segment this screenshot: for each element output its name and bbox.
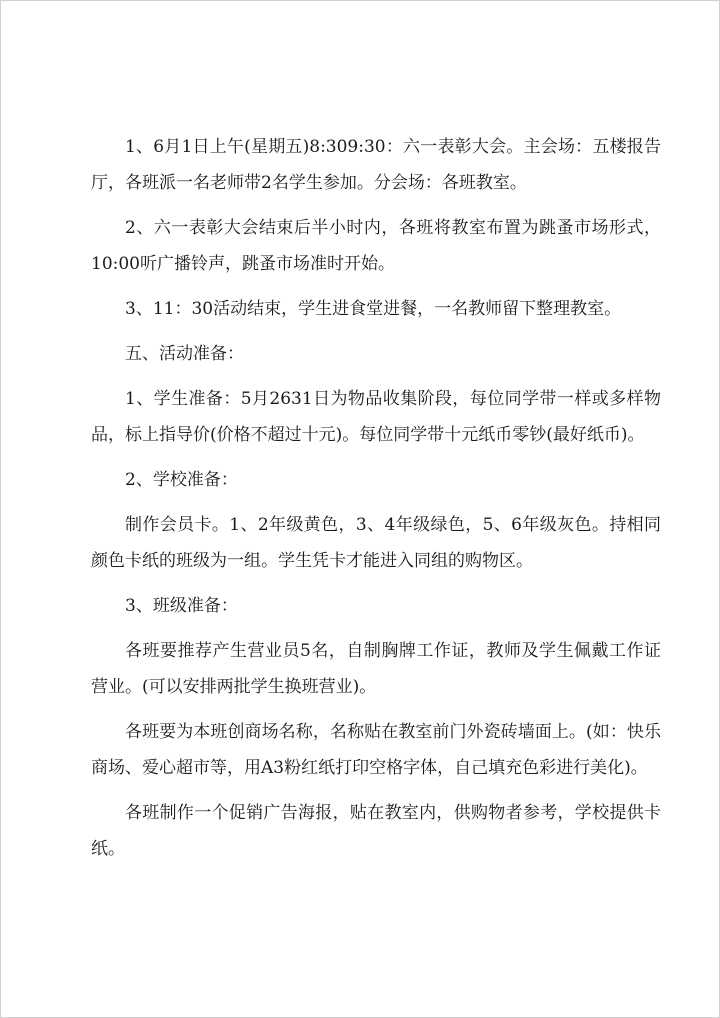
paragraph-student-prep: 1、学生准备：5月2631日为物品收集阶段，每位同学带一样或多样物品，标上指导价(价格不超过十元)。每位同学带十元纸币零钞(最好纸币)。 [91,389,661,445]
paragraph-schedule-3: 3、11：30活动结束，学生进食堂进餐，一名教师留下整理教室。 [125,299,622,319]
paragraph-membership-cards: 制作会员卡。1、2年级黄色，3、4年级绿色，5、6年级灰色。持相同颜色卡纸的班级为一组。学生凭卡才能进入同组的购物区。 [91,515,661,571]
paragraph-schedule-1: 1、6月1日上午(星期五)8:309:30：六一表彰大会。主会场：五楼报告厅，各班派一名老师带2名学生参加。分会场：各班教室。 [91,137,661,193]
subheading-class-prep: 3、班级准备： [125,596,238,616]
paragraph-schedule-2: 2、六一表彰大会结束后半小时内，各班将教室布置为跳蚤市场形式，10:00听广播铃声，跳蚤市场准时开始。 [91,218,661,274]
paragraph-store-name: 各班要为本班创商场名称，名称贴在教室前门外瓷砖墙面上。(如：快乐商场、爱心超市等，用A3粉红纸打印空格字体，自己填充色彩进行美化)。 [91,722,661,778]
paragraph-poster: 各班制作一个促销广告海报，贴在教室内，供购物者参考，学校提供卡纸。 [91,803,661,859]
section-heading-preparation: 五、活动准备： [125,344,244,364]
document-body [91,129,661,876]
paragraph-sales-staff: 各班要推荐产生营业员5名，自制胸牌工作证，教师及学生佩戴工作证营业。(可以安排两批学生换班营业)。 [91,641,661,697]
subheading-school-prep: 2、学校准备： [125,470,238,490]
